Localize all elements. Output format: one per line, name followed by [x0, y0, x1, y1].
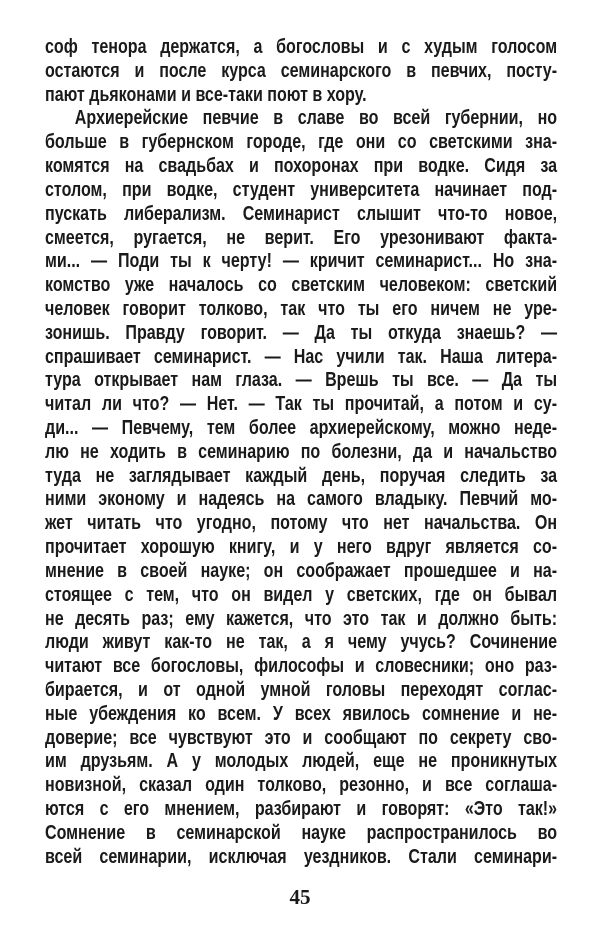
text-line: ются с его мнением, разбирают и говорят: «Это так!» [45, 797, 558, 820]
text-line: прочитает хорошую книгу, и у него вдруг является со- [45, 535, 558, 559]
text-line: туда не заглядывает каждый день, поручая следить за [45, 463, 558, 487]
text-line: им друзьям. А у молодых людей, еще не проникнутых [45, 749, 558, 773]
text-line: соф тенора держатся, а богословы и с худым голосом [45, 35, 558, 58]
text-line: новизной, сказал один толково, резонно, и все соглаша- [45, 773, 558, 797]
text-line: лю не ходить в семинарию по болезни, да и начальство [45, 439, 558, 463]
text-line: читают все богословы, философы и словесники; оно раз- [45, 654, 558, 678]
text-line: комятся на свадьбах и похоронах при водке. Сидя за [45, 154, 558, 178]
text-line: пускать либерализм. Семинарист слышит что-то новое, [45, 201, 558, 225]
page-number: 45 [289, 885, 311, 909]
text-line: больше в губернском городе, где они со светскими зна- [45, 130, 558, 154]
text-line: остаются и после курса семинарского в певчих, посту- [45, 58, 558, 82]
text-line: пают дьяконами и все-таки поют в хору. [45, 82, 367, 106]
text-line: зонишь. Правду говорит. — Да ты откуда знаешь? — [45, 320, 558, 344]
text-line: ми... — Поди ты к черту! — кричит семинарист... Но зна- [45, 249, 558, 273]
text-line: бирается, и от одной умной головы переходят соглас- [45, 677, 558, 701]
text-line: читал ли что? — Нет. — Так ты прочитай, а потом и су- [45, 392, 558, 416]
text-line: тура открывает нам глаза. — Врешь ты все. — Да ты [45, 368, 558, 392]
text-line: Сомнение в семинарской науке распространилось во [45, 820, 558, 844]
text-line: столом, при водке, студент университета начинает под- [45, 177, 558, 201]
text-line: ные убеждения ко всем. У всех явилось сомнение и не- [45, 701, 558, 725]
text-line: ди... — Певчему, тем более архиерейскому, можно неде- [45, 416, 558, 439]
text-line: стоящее с тем, что он видел у светских, где он бывал [45, 582, 558, 606]
text-line: Архиерейские певчие в славе во всей губернии, но [74, 106, 558, 130]
text-line: ними эконому и надеясь на самого владыку. Певчий мо- [45, 487, 558, 511]
text-line: люди живут как-то не так, а я чему учусь? Сочинение [45, 630, 558, 654]
text-line: доверие; все чувствуют это и сообщают по секрету сво- [45, 725, 558, 749]
text-line: человек говорит толково, так что ты его ничем не уре- [45, 296, 558, 320]
page-text [45, 35, 557, 868]
text-line: смеется, ругается, не верит. Его урезонивают факта- [45, 225, 558, 249]
text-line: спрашивает семинарист. — Нас учили так. Наша литера- [45, 344, 558, 368]
text-line: комство уже началось со светским человеком: светский [45, 273, 558, 297]
text-line: не десять раз; ему кажется, что это так и должно быть: [45, 606, 558, 630]
text-line: жет читать что угодно, потому что нет начальства. Он [45, 511, 558, 535]
text-line: всей семинарии, исключая уездников. Стали семинари- [45, 844, 558, 868]
text-line: мнение в своей науке; он соображает прошедшее и на- [45, 558, 558, 582]
